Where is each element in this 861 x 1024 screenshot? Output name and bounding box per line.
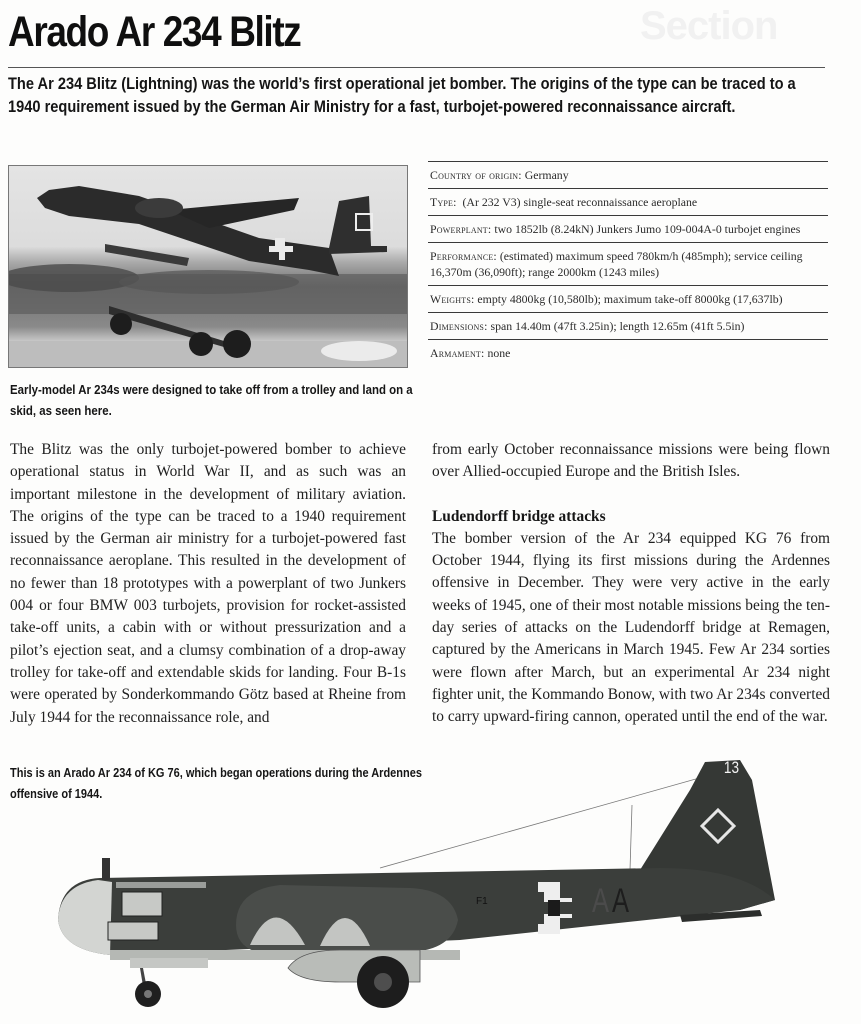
spec-weights <box>428 285 828 312</box>
aircraft-takeoff-icon <box>9 166 408 368</box>
spec-label: Powerplant: <box>430 222 492 236</box>
spec-label: Armament: <box>430 346 485 360</box>
spec-value: (Ar 232 V3) single-seat reconnaissance aeroplane <box>456 195 698 209</box>
title-divider <box>8 67 825 68</box>
aircraft-letter: A <box>592 882 613 920</box>
body-column-left <box>10 439 406 729</box>
unit-code: F1 <box>476 896 488 907</box>
body-paragraph: The Blitz was the only turbojet-powered bomber to achieve operational status in World War II, and as such was an important milestone in the development of military aviation. The origins of the type can be traced to a 1940 requirement issued by the German air ministry for a turbojet-powered fast reconnaissance aeroplane. This resulted in the development of no fewer than 18 prototypes with a powerplant of two Junkers 004 or four BMW 003 turbojets, provision for rocket-assisted take-off units, a cabin with or without pressurization and a pilot’s ejection seat, and a clumsy combination of a drop-away trolley for take-off and extendable skids for landing. Four B-1s were operated by Sonderkommando Götz based at Rheine from July 1944 for the reconnaissance role, and <box>10 441 406 726</box>
aircraft-letter: A <box>612 882 633 920</box>
page-title: Arado Ar 234 Blitz <box>8 8 301 56</box>
body-column-right <box>432 439 830 729</box>
specifications-table <box>428 161 828 366</box>
aircraft-takeoff-photo <box>8 165 408 368</box>
tail-number: 13 <box>723 758 740 777</box>
spec-value: Germany <box>521 168 569 182</box>
spec-label: Type: <box>430 195 457 209</box>
intro-paragraph: The Ar 234 Blitz (Lightning) was the world’s first operational jet bomber. The origins of the type can be traced to a 1940 requirement issued by the German Air Ministry for a fast, turbojet-powered reconnaissance aircraft. <box>8 74 796 116</box>
spec-country <box>428 161 828 188</box>
spec-performance <box>428 242 828 285</box>
body-paragraph: from early October reconnaissance missions were being flown over Allied-occupied Europe and the British Isles. <box>432 441 830 481</box>
spec-label: Dimensions: <box>430 319 488 333</box>
profile-caption: This is an Arado Ar 234 of KG 76, which began operations during the Ardennes offensive of 1944. <box>10 766 422 801</box>
spec-value: (estimated) maximum speed 780km/h (485mph); service ceiling 16,370m (36,090ft); range 2000km (1243 miles) <box>430 249 803 279</box>
section-subheading: Ludendorff bridge attacks <box>432 507 606 525</box>
spec-armament <box>428 339 828 366</box>
spec-value: empty 4800kg (10,580lb); maximum take-off 8000kg (17,637lb) <box>474 292 783 306</box>
body-paragraph: The bomber version of the Ar 234 equipped KG 76 from October 1944, flying its first missions during the Ardennes offensive in December. They were very active in the early weeks of 1945, one of their most notable missions being the ten-day series of attacks on the Ludendorff bridge at Remagen, captured by the Americans in March 1945. Few Ar 234 sorties were flown after March, but an experimental Ar 234 night fighter unit, the Kommando Bonow, with two Ar 234s converted to carry upward-firing cannon, operated until the end of the war. <box>432 529 830 726</box>
spec-powerplant <box>428 215 828 242</box>
spec-label: Weights: <box>430 292 475 306</box>
spec-value: none <box>484 346 511 360</box>
photo-caption: Early-model Ar 234s were designed to take off from a trolley and land on a skid, as seen here. <box>10 382 413 418</box>
spec-value: span 14.40m (47ft 3.25in); length 12.65m (41ft 5.5in) <box>487 319 745 333</box>
spec-type <box>428 188 828 215</box>
spec-dimensions <box>428 312 828 339</box>
aircraft-letters <box>592 882 632 921</box>
bleed-through-text: Section <box>640 4 778 48</box>
spec-label: Performance: <box>430 249 497 263</box>
spec-value: two 1852lb (8.24kN) Junkers Jumo 109-004A-0 turbojet engines <box>491 222 801 236</box>
spec-label: Country of origin: <box>430 168 522 182</box>
